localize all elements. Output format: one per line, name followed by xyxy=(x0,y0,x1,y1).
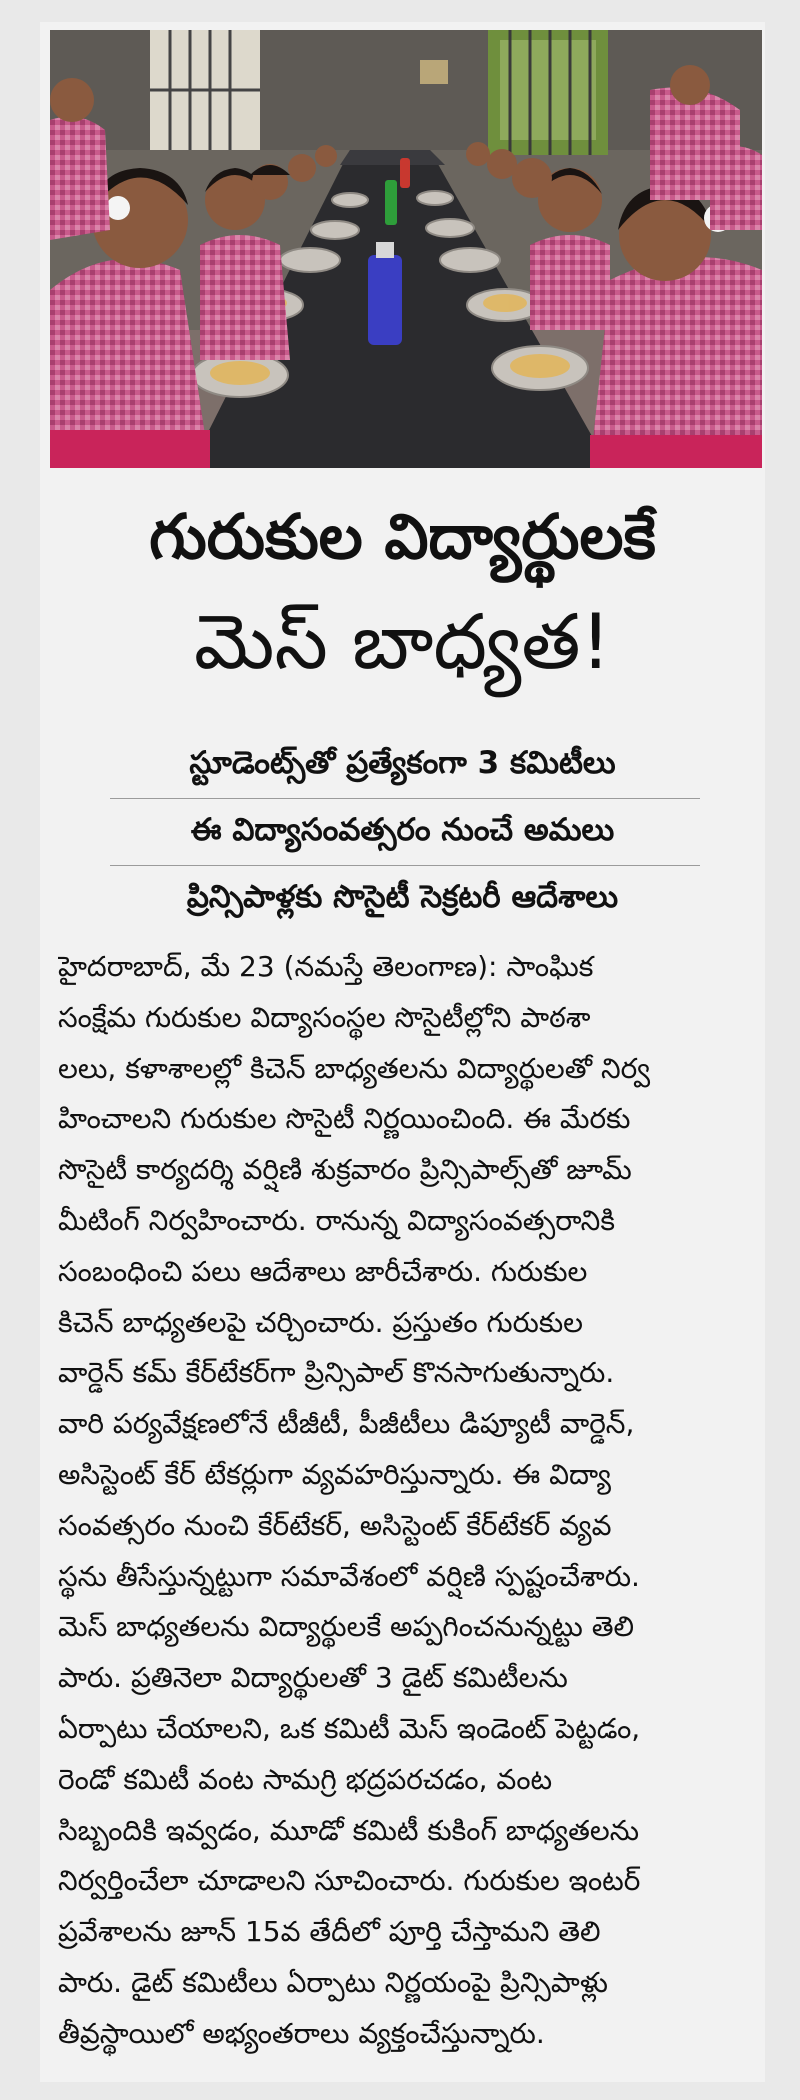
body-line: సంబంధించి పలు ఆదేశాలు జారీచేశారు. గురుకుల xyxy=(58,1254,588,1288)
subheading-3: ప్రిన్సిపాళ్లకు సొసైటీ సెక్రటరీ ఆదేశాలు xyxy=(186,879,619,915)
body-line: నిర్వర్తించేలా చూడాలని సూచించారు. గురుకుల ఇంటర్ xyxy=(58,1864,641,1898)
body-line: ఏర్పాటు చేయాలని, ఒక కమిటీ మెస్ ఇండెంట్ పెట్టడం, xyxy=(58,1711,641,1745)
window-right xyxy=(488,30,608,155)
body-line: అసిస్టెంట్ కేర్ టేకర్లుగా వ్యవహరిస్తున్నారు. ఈ విద్యా xyxy=(58,1457,611,1491)
body-line: వారి పర్యవేక్షణలోనే టీజీటీ, పీజీటీలు డిప్యూటీ వార్డెన్, xyxy=(58,1407,635,1441)
body-line: సంక్షేమ గురుకుల విద్యాసంస్థల సొసైటీల్లోని పాఠశా xyxy=(58,1000,591,1034)
subheading-1: స్టూడెంట్స్‌తో ప్రత్యేకంగా 3 కమిటీలు xyxy=(189,745,616,781)
body-line: రెండో కమిటీ వంట సామగ్రి భద్రపరచడం, వంట xyxy=(58,1762,553,1796)
body-line: హైదరాబాద్, మే 23 (నమస్తే తెలంగాణ): సాంఘిక xyxy=(58,950,594,983)
subheading-2: ఈ విద్యాసంవత్సరం నుంచే అమలు xyxy=(190,812,615,848)
newspaper-clipping xyxy=(40,22,765,2082)
body-line: కిచెన్ బాధ్యతలపై చర్చించారు. ప్రస్తుతం గురుకుల xyxy=(58,1305,584,1339)
body-line: మెస్ బాధ్యతలను విద్యార్థులకే అప్పగించనున్నట్టు తెలి xyxy=(58,1610,635,1644)
subheading-divider xyxy=(110,798,700,799)
body-line: ప్రవేశాలను జూన్ 15వ తేదీలో పూర్తి చేస్తామని తెలి xyxy=(58,1915,601,1949)
body-line: హించాలని గురుకుల సొసైటీ నిర్ణయించింది. ఈ మేరకు xyxy=(58,1102,631,1136)
body-line: పారు. డైట్ కమిటీలు ఏర్పాటు నిర్ణయంపై ప్రిన్సిపాళ్లు xyxy=(58,1965,608,1999)
body-line: వార్డెన్ కమ్ కేర్‌టేకర్‌గా ప్రిన్సిపాల్ కొనసాగుతున్నారు. xyxy=(58,1356,615,1390)
headline-line-1: గురుకుల విద్యార్థులకే xyxy=(149,500,656,573)
headline-line-2: మెస్ బాధ్యత! xyxy=(194,597,611,686)
body-line: మీటింగ్ నిర్వహించారు. రానున్న విద్యాసంవత్సరానికి xyxy=(58,1203,615,1237)
body-line: లలు, కళాశాలల్లో కిచెన్ బాధ్యతలను విద్యార్థులతో నిర్వ xyxy=(58,1051,651,1085)
body-line: సొసైటీ కార్యదర్శి వర్షిణి శుక్రవారం ప్రిన్సిపాల్స్‌తో జూమ్ xyxy=(58,1153,632,1187)
body-line: తీవ్రస్థాయిలో అభ్యంతరాలు వ్యక్తంచేస్తున్నారు. xyxy=(58,2016,545,2050)
window-left xyxy=(150,30,260,150)
body-line: సంవత్సరం నుంచి కేర్‌టేకర్, అసిస్టెంట్ కేర్‌టేకర్ వ్యవ xyxy=(58,1508,612,1542)
body-line: సిబ్బందికి ఇవ్వడం, మూడో కమిటీ కుకింగ్ బాధ్యతలను xyxy=(58,1813,640,1847)
article-body xyxy=(58,942,753,2060)
body-line: పారు. ప్రతినెలా విద్యార్థులతో 3 డైట్ కమిటీలను xyxy=(58,1661,568,1695)
students-eating-photo xyxy=(50,30,762,468)
photo-illustration xyxy=(50,30,762,468)
subheading-divider xyxy=(110,865,700,866)
body-line: స్థను తీసేస్తున్నట్టుగా సమావేశంలో వర్షిణి స్పష్టంచేశారు. xyxy=(58,1559,640,1593)
